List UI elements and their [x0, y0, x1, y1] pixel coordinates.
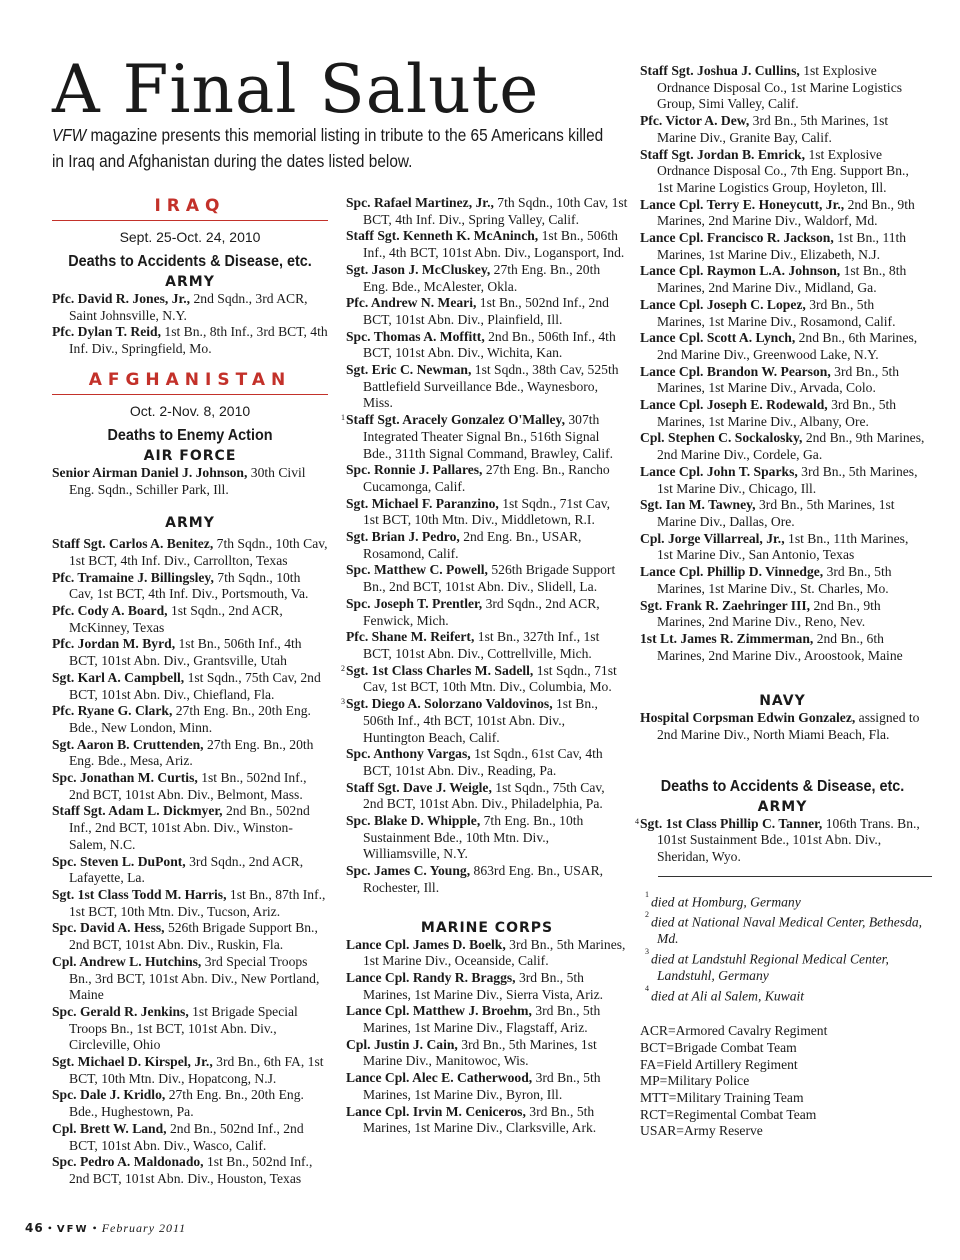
service-member-name: Pfc. Ryane G. Clark, [52, 703, 173, 719]
abbreviation-item: MP=Military Police [640, 1073, 750, 1089]
service-member-name: Cpl. Justin J. Cain, [346, 1036, 458, 1052]
navy-heading: NAVY [759, 693, 806, 710]
service-member-name: 1st Lt. James R. Zimmerman, [640, 630, 814, 646]
abbreviation-item: ACR=Armored Cavalry Regiment [640, 1023, 828, 1039]
memorial-entry [52, 1087, 328, 1120]
memorial-entry [346, 295, 628, 328]
navy-list [640, 710, 925, 743]
unit-and-hometown: 1st Explosive Ordnance Disposal Co., 7th Eng. Support Bn., 1st Marine Logistics Group, Hoyleton, Ill. [657, 146, 909, 195]
service-member-name: Spc. James C. Young, [346, 863, 471, 879]
iraq-army-list [52, 291, 328, 358]
unit-and-hometown: 2nd Bn., 502nd Inf., 2nd BCT, 101st Abn. Div., Wasco, Calif. [69, 1120, 304, 1153]
footnote-text: died at National Naval Medical Center, Bethesda, Md. [651, 914, 923, 947]
unit-and-hometown: assigned to 2nd Marine Div., North Miami Beach, Fla. [657, 710, 920, 743]
unit-and-hometown: 1st Bn., 506th Inf., 4th BCT, 101st Abn. Div., Logansport, Ind. [363, 228, 625, 261]
accidents-army-list [635, 815, 925, 866]
service-member-name: Spc. Pedro A. Maldonado, [52, 1154, 204, 1170]
unit-and-hometown: 3rd Bn., 5th Marines, 1st Marine Div., Rosamond, Calif. [657, 296, 896, 329]
unit-and-hometown: 2nd Bn., 9th Marines, 2nd Marine Div., Reno, Nev. [657, 597, 881, 630]
service-member-name: Staff Sgt. Jordan B. Emrick, [640, 146, 806, 162]
memorial-entry [346, 863, 628, 896]
unit-and-hometown: 1st Explosive Ordnance Disposal Co., 1st Marine Logistics Group, Simi Valley, Calif. [657, 63, 903, 112]
unit-and-hometown: 3rd Bn., 5th Marines, 1st Marine Div., Clarksville, Ark. [363, 1103, 597, 1136]
service-member-name: Lance Cpl. Matthew J. Broehm, [346, 1003, 532, 1019]
memorial-entry [346, 1104, 628, 1137]
memorial-entry [52, 920, 328, 953]
unit-and-hometown: 3rd Bn., 5th Marines, 1st Marine Div., St. Charles, Mo. [657, 564, 892, 596]
army-list-col2 [341, 195, 628, 897]
service-member-name: Staff Sgt. Dave J. Weigle, [346, 779, 492, 795]
memorial-entry [341, 662, 628, 696]
service-member-name: Pfc. Cody A. Board, [52, 603, 168, 619]
unit-and-hometown: 2nd Bn., 9th Marines, 2nd Marine Div., Cordele, Ga. [657, 430, 925, 463]
service-member-name: Staff Sgt. Joshua J. Cullins, [640, 63, 800, 78]
footnote-ref: 4 [635, 816, 639, 826]
memorial-entry [346, 596, 628, 629]
folio-issue: February 2011 [101, 1221, 187, 1235]
accidents-army-heading: ARMY [757, 798, 808, 815]
service-member-name: Staff Sgt. Carlos A. Benitez, [52, 536, 214, 552]
unit-and-hometown: 1st Sqdn., 75th Cav, 2nd BCT, 101st Abn. Div., Philadelphia, Pa. [363, 779, 605, 812]
service-member-name: Spc. Rafael Martinez, Jr., [346, 195, 494, 210]
unit-and-hometown: 1st Bn., 506th Inf., 4th BCT, 101st Abn. Div., Grantsville, Utah [69, 636, 302, 669]
memorial-entry [640, 631, 925, 664]
service-member-name: Sgt. Frank R. Zaehringer III, [640, 597, 811, 613]
service-member-name: Lance Cpl. Randy R. Braggs, [346, 969, 516, 985]
footnote-ref: 2 [341, 663, 345, 673]
memorial-entry [346, 329, 628, 362]
service-member-name: Pfc. David R. Jones, Jr., [52, 291, 191, 306]
unit-and-hometown: 2nd Bn., 6th Marines, 2nd Marine Div., Greenwood Lake, N.Y. [657, 330, 918, 362]
service-member-name: Pfc. Shane M. Reifert, [346, 629, 475, 645]
memorial-entry [640, 430, 925, 463]
iraq-category: Deaths to Accidents & Disease, etc. [68, 253, 312, 270]
memorial-entry [52, 603, 328, 636]
service-member-name: Sgt. Diego A. Solorzano Valdovinos, [346, 696, 553, 712]
footnote-number: 3 [645, 947, 649, 956]
unit-and-hometown: 7th Eng. Bn., 10th Sustainment Bde., 10th Mtn. Div., Williamsville, N.Y. [363, 813, 584, 862]
afghanistan-category: Deaths to Enemy Action [107, 426, 273, 444]
magazine-name: VFW [52, 125, 87, 145]
unit-and-hometown: 307th Integrated Theater Signal Bn., 516th Signal Bde., 311th Signal Command, Brawley, Calif. [363, 412, 614, 461]
memorial-entry [640, 147, 925, 197]
service-member-name: Sgt. 1st Class Phillip C. Tanner, [640, 815, 823, 831]
unit-and-hometown: 3rd Bn., 5th Marines, 1st Marine Div., Arvada, Colo. [657, 363, 900, 396]
unit-and-hometown: 3rd Bn., 5th Marines, 1st Marine Div., Oceanside, Calif. [363, 936, 626, 969]
folio-magazine: VFW [56, 1224, 89, 1235]
unit-and-hometown: 27th Eng. Bn., 20th Eng. Bde., New London, Minn. [69, 703, 311, 735]
unit-and-hometown: 3rd Bn., 5th Marines, 1st Marine Div., Byron, Ill. [363, 1070, 601, 1102]
memorial-entry [52, 670, 328, 703]
memorial-entry [640, 113, 925, 146]
unit-and-hometown: 27th Eng. Bn., Rancho Cucamonga, Calif. [363, 462, 610, 494]
unit-and-hometown: 3rd Bn., 5th Marines, 1st Marine Div., Granite Bay, Calif. [657, 113, 889, 145]
memorial-entry [640, 497, 925, 530]
unit-and-hometown: 3rd Bn., 5th Marines, 1st Marine Div., Dallas, Ore. [657, 497, 895, 529]
service-member-name: Sgt. Karl A. Campbell, [52, 669, 185, 685]
afghanistan-heading: AFGHANISTAN [52, 370, 328, 395]
unit-and-hometown: 27th Eng. Bn., 20th Eng. Bde., Hughestown, Pa. [69, 1087, 304, 1120]
service-member-name: Lance Cpl. Joseph E. Rodewald, [640, 397, 828, 413]
memorial-entry [52, 636, 328, 669]
column-2 [341, 195, 628, 1137]
service-member-name: Lance Cpl. Joseph C. Lopez, [640, 296, 806, 312]
unit-and-hometown: 1st Brigade Special Troops Bn., 1st BCT, 101st Abn. Div., Circleville, Ohio [69, 1003, 298, 1053]
memorial-entry [640, 330, 925, 363]
footnotes [640, 891, 925, 1005]
unit-and-hometown: 2nd Sqdn., 3rd ACR, Saint Johnsville, N.Y. [69, 291, 308, 323]
footnote-number: 1 [645, 889, 649, 899]
memorial-entry [640, 710, 925, 743]
unit-and-hometown: 2nd Bn., 502nd Inf., 2nd BCT, 101st Abn. Div., Winston-Salem, N.C. [69, 803, 310, 852]
memorial-entry [346, 1070, 628, 1103]
service-member-name: Sgt. 1st Class Todd M. Harris, [52, 886, 227, 902]
abbreviation-item: BCT=Brigade Combat Team [640, 1039, 797, 1055]
unit-and-hometown: 526th Brigade Support Bn., 2nd BCT, 101st Abn. Div., Slidell, La. [363, 562, 616, 595]
unit-and-hometown: 3rd Bn., 6th FA, 1st BCT, 10th Mtn. Div., Hopatcong, N.J. [69, 1054, 324, 1086]
unit-and-hometown: 2nd Eng. Bn., USAR, Rosamond, Calif. [363, 529, 582, 561]
marine-list-col3 [640, 63, 925, 664]
unit-and-hometown: 3rd Sqdn., 2nd ACR, Lafayette, La. [69, 853, 304, 886]
memorial-entry [640, 397, 925, 430]
service-member-name: Sgt. Brian J. Pedro, [346, 529, 460, 545]
air-force-heading: AIR FORCE [143, 447, 237, 464]
unit-and-hometown: 2nd Bn., 6th Marines, 2nd Marine Div., Aroostook, Maine [657, 630, 903, 663]
service-member-name: Sgt. Jason J. McCluskey, [346, 261, 491, 277]
service-member-name: Staff Sgt. Kenneth K. McAninch, [346, 228, 539, 244]
unit-and-hometown: 1st Bn., 502nd Inf., 2nd BCT, 101st Abn. Div., Plainfield, Ill. [363, 295, 609, 327]
service-member-name: Sgt. 1st Class Charles M. Sadell, [346, 662, 534, 678]
service-member-name: Spc. Anthony Vargas, [346, 746, 471, 762]
service-member-name: Cpl. Jorge Villarreal, Jr., [640, 530, 785, 546]
service-member-name: Lance Cpl. Alec E. Catherwood, [346, 1070, 533, 1086]
memorial-entry [346, 262, 628, 295]
unit-and-hometown: 30th Civil Eng. Sqdn., Schiller Park, Ill. [69, 464, 306, 497]
unit-and-hometown: 7th Sqdn., 10th Cav, 1st BCT, 4th Inf. Div., Spring Valley, Calif. [363, 195, 628, 227]
service-member-name: Pfc. Dylan T. Reid, [52, 324, 162, 340]
service-member-name: Senior Airman Daniel J. Johnson, [52, 464, 248, 480]
memorial-entry [640, 197, 925, 230]
memorial-entry [640, 63, 925, 113]
memorial-entry [52, 803, 328, 853]
iraq-army-heading: ARMY [165, 274, 215, 290]
unit-and-hometown: 1st Bn., 87th Inf., 1st BCT, 10th Mtn. Div., Tucson, Ariz. [69, 886, 326, 919]
footnote [640, 891, 925, 911]
memorial-entry [52, 1054, 328, 1087]
footnote [640, 948, 925, 985]
iraq-heading: IRAQ [52, 196, 328, 221]
memorial-entry [341, 696, 628, 746]
memorial-entry [346, 937, 628, 970]
service-member-name: Staff Sgt. Adam L. Dickmyer, [52, 803, 223, 819]
unit-and-hometown: 3rd Special Troops Bn., 3rd BCT, 101st Abn. Div., New Portland, Maine [69, 953, 320, 1003]
memorial-entry [346, 496, 628, 529]
intro-body: magazine presents this memorial listing in tribute to the 65 Americans killed in Iraq and Afghanistan during the dates listed below. [52, 125, 604, 171]
unit-and-hometown: 3rd Bn., 5th Marines, 1st Marine Div., Sierra Vista, Ariz. [363, 969, 604, 1002]
service-member-name: Spc. David A. Hess, [52, 920, 165, 936]
memorial-entry [640, 531, 925, 564]
service-member-name: Hospital Corpsman Edwin Gonzalez, [640, 710, 856, 726]
service-member-name: Lance Cpl. Scott A. Lynch, [640, 330, 796, 346]
unit-and-hometown: 1st Sqdn., 71st Cav, 1st BCT, 10th Mtn. Div., Columbia, Mo. [363, 662, 617, 695]
unit-and-hometown: 7th Sqdn., 10th Cav, 1st BCT, 4th Inf. Div., Portsmouth, Va. [69, 569, 309, 602]
accidents-category: Deaths to Accidents & Disease, etc. [660, 777, 905, 795]
memorial-entry [52, 954, 328, 1004]
service-member-name: Sgt. Ian M. Tawney, [640, 497, 756, 513]
service-member-name: Lance Cpl. Irvin M. Ceniceros, [346, 1103, 526, 1119]
service-member-name: Lance Cpl. John T. Sparks, [640, 463, 798, 479]
service-member-name: Pfc. Andrew N. Meari, [346, 295, 477, 311]
footnote-text: died at Homburg, Germany [651, 894, 801, 910]
unit-and-hometown: 27th Eng. Bn., 20th Eng. Bde., Mesa, Ariz. [69, 736, 314, 769]
service-member-name: Pfc. Jordan M. Byrd, [52, 636, 176, 652]
footnote [640, 911, 925, 948]
service-member-name: Sgt. Aaron B. Cruttenden, [52, 736, 204, 752]
memorial-entry [346, 228, 628, 261]
memorial-entry [346, 746, 628, 779]
page-title: A Final Salute [52, 51, 540, 128]
unit-and-hometown: 1st Sqdn., 61st Cav, 4th BCT, 101st Abn. Div., Reading, Pa. [363, 746, 603, 778]
unit-and-hometown: 1st Bn., 502nd Inf., 2nd BCT, 101st Abn. Div., Belmont, Mass. [69, 770, 307, 802]
memorial-entry [52, 536, 328, 569]
service-member-name: Sgt. Michael F. Paranzino, [346, 495, 499, 511]
memorial-entry [640, 364, 925, 397]
iraq-dates: Sept. 25-Oct. 24, 2010 [119, 229, 261, 245]
abbreviations [640, 1023, 925, 1140]
unit-and-hometown: 2nd Bn., 506th Inf., 4th BCT, 101st Abn. Div., Wichita, Kan. [363, 328, 616, 361]
memorial-entry [52, 1154, 328, 1187]
abbreviation-item: RCT=Regimental Combat Team [640, 1106, 817, 1122]
unit-and-hometown: 863rd Eng. Bn., USAR, Rochester, Ill. [363, 863, 604, 895]
service-member-name: Spc. Gerald R. Jenkins, [52, 1003, 189, 1019]
service-member-name: Pfc. Tramaine J. Billingsley, [52, 569, 214, 585]
service-member-name: Staff Sgt. Aracely Gonzalez O'Malley, [346, 412, 565, 428]
unit-and-hometown: 27th Eng. Bn., 20th Eng. Bde., McAlester, Okla. [363, 261, 601, 294]
service-member-name: Spc. Steven L. DuPont, [52, 853, 186, 869]
service-member-name: Spc. Matthew C. Powell, [346, 562, 488, 578]
unit-and-hometown: 3rd Bn., 5th Marines, 1st Marine Div., Chicago, Ill. [657, 463, 918, 496]
service-member-name: Spc. Thomas A. Moffitt, [346, 328, 485, 344]
memorial-entry [52, 324, 328, 357]
service-member-name: Cpl. Brett W. Land, [52, 1120, 167, 1136]
service-member-name: Sgt. Michael D. Kirspel, Jr., [52, 1054, 213, 1070]
unit-and-hometown: 3rd Bn., 5th Marines, 1st Marine Div., Manitowoc, Wis. [363, 1036, 597, 1069]
unit-and-hometown: 3rd Bn., 5th Marines, 1st Marine Div., Flagstaff, Ariz. [363, 1003, 601, 1036]
memorial-entry [52, 1004, 328, 1054]
unit-and-hometown: 1st Bn., 506th Inf., 4th BCT, 101st Abn. Div., Huntington Beach, Calif. [363, 696, 598, 745]
page-number: 46 [25, 1221, 44, 1235]
footnote-ref: 3 [341, 697, 345, 707]
memorial-entry [52, 465, 328, 498]
memorial-entry [346, 462, 628, 495]
memorial-entry [52, 737, 328, 770]
memorial-entry [346, 780, 628, 813]
service-member-name: Cpl. Stephen C. Sockalosky, [640, 430, 803, 446]
footnote-divider [658, 876, 932, 877]
footnote-number: 2 [645, 910, 649, 920]
unit-and-hometown: 3rd Sqdn., 2nd ACR, Fenwick, Mich. [363, 595, 600, 628]
footnote-number: 4 [645, 983, 649, 993]
service-member-name: Sgt. Eric C. Newman, [346, 362, 472, 378]
memorial-entry [52, 570, 328, 603]
memorial-entry [635, 815, 925, 866]
column-3 [635, 63, 925, 1140]
service-member-name: Spc. Jonathan M. Curtis, [52, 770, 198, 786]
memorial-entry [341, 412, 628, 462]
afghanistan-dates: Oct. 2-Nov. 8, 2010 [129, 402, 251, 419]
memorial-entry [52, 1121, 328, 1154]
service-member-name: Lance Cpl. Phillip D. Vinnedge, [640, 564, 824, 580]
unit-and-hometown: 1st Bn., 11th Marines, 1st Marine Div., Elizabeth, N.J. [657, 230, 907, 262]
unit-and-hometown: 1st Sqdn., 75th Cav, 2nd BCT, 101st Abn. Div., Chiefland, Fla. [69, 669, 321, 702]
footnote [640, 985, 925, 1005]
unit-and-hometown: 1st Sqdn., 38th Cav, 525th Battlefield Surveillance Bde., Waynesboro, Miss. [363, 362, 619, 411]
memorial-entry [52, 854, 328, 887]
service-member-name: Pfc. Victor A. Dew, [640, 113, 750, 129]
unit-and-hometown: 1st Bn., 8th Inf., 3rd BCT, 4th Inf. Div., Springfield, Mo. [69, 324, 328, 357]
service-member-name: Spc. Blake D. Whipple, [346, 813, 481, 829]
memorial-entry [640, 263, 925, 296]
memorial-entry [640, 564, 925, 597]
memorial-entry [640, 297, 925, 330]
memorial-entry [346, 529, 628, 562]
footnote-text: died at Landstuhl Regional Medical Center, Landstuhl, Germany [651, 951, 889, 984]
service-member-name: Lance Cpl. Francisco R. Jackson, [640, 230, 834, 246]
unit-and-hometown: 3rd Bn., 5th Marines, 1st Marine Div., Albany, Ore. [657, 397, 897, 429]
unit-and-hometown: 1st Bn., 327th Inf., 1st BCT, 101st Abn. Div., Cottrellville, Mich. [363, 629, 600, 661]
service-member-name: Lance Cpl. James D. Boelk, [346, 936, 506, 952]
service-member-name: Lance Cpl. Terry E. Honeycutt, Jr., [640, 196, 845, 212]
memorial-entry [640, 230, 925, 263]
memorial-entry [346, 1037, 628, 1070]
column-1 [52, 196, 328, 1188]
memorial-entry [52, 291, 328, 324]
unit-and-hometown: 106th Trans. Bn., 101st Sustainment Bde., 101st Abn. Div., Sheridan, Wyo. [657, 815, 920, 865]
memorial-entry [346, 813, 628, 863]
memorial-entry [346, 362, 628, 412]
memorial-entry [346, 629, 628, 662]
service-member-name: Spc. Ronnie J. Pallares, [346, 462, 483, 478]
army-list-col1 [52, 536, 328, 1187]
unit-and-hometown: 2nd Bn., 9th Marines, 2nd Marine Div., Waldorf, Md. [657, 196, 915, 229]
memorial-entry [346, 1003, 628, 1036]
memorial-entry [640, 598, 925, 631]
abbreviation-item: FA=Field Artillery Regiment [640, 1056, 798, 1072]
abbreviation-item: MTT=Military Training Team [640, 1089, 804, 1105]
marine-list-col2 [346, 937, 628, 1137]
footnote-ref: 1 [341, 413, 345, 423]
page-folio: 46 • VFW • February 2011 [25, 1221, 187, 1235]
unit-and-hometown: 7th Sqdn., 10th Cav, 1st BCT, 4th Inf. Div., Carrollton, Texas [69, 536, 328, 568]
memorial-entry [346, 970, 628, 1003]
unit-and-hometown: 1st Sqdn., 71st Cav, 1st BCT, 10th Mtn. Div., Middletown, R.I. [363, 495, 611, 528]
abbreviation-item: USAR=Army Reserve [640, 1123, 763, 1139]
unit-and-hometown: 1st Bn., 11th Marines, 1st Marine Div., San Antonio, Texas [657, 530, 909, 563]
unit-and-hometown: 1st Bn., 502nd Inf., 2nd BCT, 101st Abn. Div., Houston, Texas [69, 1154, 313, 1186]
army-heading: ARMY [165, 515, 215, 532]
service-member-name: Lance Cpl. Raymon L.A. Johnson, [640, 263, 841, 279]
memorial-entry [640, 464, 925, 497]
memorial-entry [346, 562, 628, 595]
marine-corps-heading: MARINE CORPS [420, 919, 554, 936]
service-member-name: Spc. Joseph T. Prentler, [346, 595, 483, 611]
service-member-name: Lance Cpl. Brandon W. Pearson, [640, 363, 831, 379]
footnote-text: died at Ali al Salem, Kuwait [651, 988, 805, 1004]
unit-and-hometown: 1st Bn., 8th Marines, 2nd Marine Div., Midland, Ga. [657, 263, 907, 296]
memorial-entry [346, 195, 628, 228]
intro-text [52, 122, 615, 174]
memorial-entry [52, 770, 328, 803]
memorial-entry [52, 887, 328, 920]
service-member-name: Spc. Dale J. Kridlo, [52, 1087, 166, 1103]
memorial-entry [52, 703, 328, 736]
service-member-name: Cpl. Andrew L. Hutchins, [52, 953, 202, 969]
air-force-list [52, 465, 328, 498]
unit-and-hometown: 526th Brigade Support Bn., 2nd BCT, 101st Abn. Div., Ruskin, Fla. [69, 920, 318, 953]
unit-and-hometown: 1st Sqdn., 2nd ACR, McKinney, Texas [69, 603, 283, 635]
